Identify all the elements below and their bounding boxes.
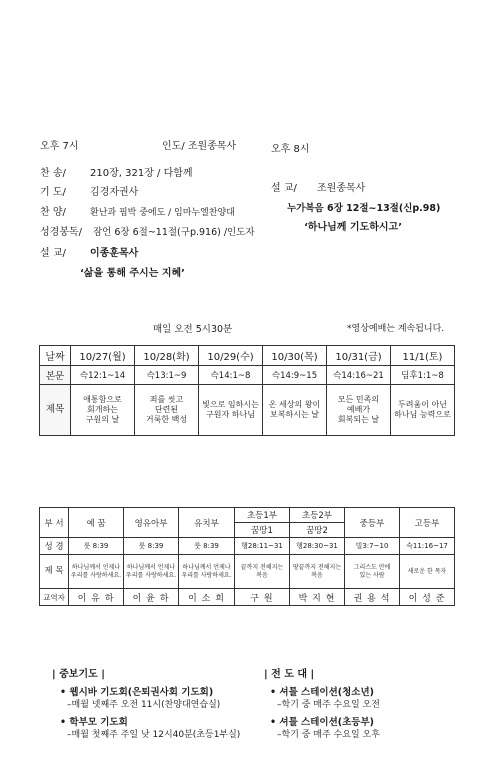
- dept-title-cell: [290, 555, 345, 589]
- dawn-title-line: 두려움이 아닌: [398, 400, 447, 409]
- dept-title-line: 우리를 사랑하세요.: [125, 571, 177, 579]
- dawn-passage-cell: 슥14:1~8: [199, 366, 263, 385]
- dept-header-cell: 예 꿈: [69, 508, 124, 538]
- dawn-title-line: 보복하시는 날: [270, 410, 319, 419]
- dept-title-line: 복음: [256, 571, 268, 579]
- dept-title-line: 우리를 사랑하세요.: [70, 571, 122, 579]
- prayer-item-title-text: 웹시바 기도회(은퇴권사회 기도회): [69, 687, 214, 698]
- praise-label: 찬 양/: [40, 207, 66, 218]
- dawn-passage-cell: 딤후1:1~8: [391, 366, 455, 385]
- dept-passage-cell: 룻 8:39: [69, 538, 124, 555]
- dept-title-cell: [235, 555, 290, 589]
- prayer-value: 김경자권사: [90, 187, 139, 198]
- evening8-preacher: 조원종목사: [317, 183, 366, 194]
- evening7-leader: 인도/ 조원종목사: [162, 141, 237, 152]
- evening7-time: 오후 7시: [40, 141, 79, 152]
- evangelism-section-title: | 전 도 대 |: [264, 669, 315, 680]
- dept-passage-cell: 행28:30~31: [290, 538, 345, 555]
- dept-title-line: 그리스도 안에: [353, 563, 391, 571]
- dawn-title-line: 모든 민족의: [337, 395, 380, 404]
- dept-header-cell: 중등부: [345, 508, 400, 538]
- dept-title-line: 있는 사람: [359, 571, 385, 579]
- dept-title-cell: [124, 555, 179, 589]
- sermon-label: 설 교/: [40, 248, 66, 259]
- sermon-preacher: 이종훈목사: [90, 248, 139, 259]
- dept-passage-cell: 빌3:7~10: [345, 538, 400, 555]
- prayer-item-detail: –매월 첫째주 주일 낮 12시40분(초등1부실): [67, 730, 241, 740]
- dept-passage-cell: 룻 8:39: [179, 538, 235, 555]
- dept-teacher-row: [40, 589, 455, 606]
- dept-teacher-cell: 이 성 준: [400, 589, 455, 606]
- evangelism-item-detail: –학기 중 매주 수요일 오후: [277, 730, 380, 740]
- dawn-title-label: 제목: [40, 385, 71, 436]
- evening7-sermon: [40, 244, 138, 259]
- dawn-header-row: [40, 346, 455, 366]
- dept-teacher-cell: 이 유 하: [69, 589, 124, 606]
- evening8-sermon-title: ‘하나님께 기도하시고’: [304, 222, 403, 233]
- dawn-title-line: 구원의 날: [85, 415, 120, 424]
- evening7-praise: [40, 203, 235, 218]
- dept-passage-cell: 슥11:16~17: [400, 538, 455, 555]
- dept-teacher-cell: 이 윤 하: [124, 589, 179, 606]
- dept-header-cell: 초등1부: [235, 508, 290, 523]
- dept-title-cell: [69, 555, 124, 589]
- dawn-header-cell: 10/29(수): [199, 346, 263, 366]
- dawn-title-line: 단련된: [154, 405, 179, 414]
- dawn-title-line: 예배가: [346, 405, 371, 414]
- dept-passage-row: [40, 538, 455, 555]
- dept-passage-cell: 행28:11~31: [235, 538, 290, 555]
- dawn-title-row: [40, 385, 455, 436]
- dept-passage-cell: 룻 8:39: [124, 538, 179, 555]
- dept-label: 부 서: [40, 508, 69, 538]
- evening7-prayer: [40, 183, 138, 198]
- evening7-sermon-title: ‘삶을 통해 주시는 지혜’: [80, 268, 185, 279]
- dawn-title-line: 온 세상의 왕이: [268, 400, 321, 409]
- dawn-passage-cell: 슥12:1~14: [71, 366, 135, 385]
- dawn-header-cell: 10/31(금): [327, 346, 391, 366]
- evangelism-item-title: • 셔틀 스테이션(초등부): [270, 717, 374, 728]
- evangelism-item-title: • 셔틀 스테이션(청소년): [270, 687, 374, 698]
- evening8-time: 오후 8시: [271, 144, 310, 155]
- dawn-passage-cell: 슥14:16~21: [327, 366, 391, 385]
- dept-title-line: 하나님께서 언제나: [71, 563, 121, 571]
- dawn-title-line: 회개하는: [87, 405, 118, 414]
- dawn-title-cell: [391, 385, 455, 436]
- dawn-title-line: 애통함으로: [83, 395, 122, 404]
- prayer-item-title: • 학부모 기도회: [60, 717, 128, 728]
- dawn-passage-cell: 슥13:1~9: [135, 366, 199, 385]
- dawn-title-cell: [327, 385, 391, 436]
- evangelism-item-title-text: 셔틀 스테이션(청소년): [279, 687, 374, 698]
- prayer-item-detail: –매월 넷째주 오전 11시(찬양대연습실): [67, 700, 221, 710]
- dawn-schedule-table: [39, 345, 455, 436]
- evangelism-item-title-text: 셔틀 스테이션(초등부): [279, 717, 374, 728]
- dept-title-cell: [345, 555, 400, 589]
- dawn-header-cell: 10/27(월): [71, 346, 135, 366]
- praise-value: 환난과 핍박 중에도 / 임마누엘찬양대: [90, 208, 235, 218]
- dept-teacher-cell: 이 소 희: [179, 589, 235, 606]
- dept-title-cell: [179, 555, 235, 589]
- dawn-header-cell: 10/28(화): [135, 346, 199, 366]
- evening8-sermon: [271, 179, 365, 194]
- dawn-time: 매일 오전 5시30분: [153, 324, 233, 335]
- dept-header-cell: 고등부: [400, 508, 455, 538]
- prayer-item-title: • 웹시바 기도회(은퇴권사회 기도회): [60, 687, 214, 698]
- dept-header-cell: 초등2부: [290, 508, 345, 523]
- evening7-hymn: [40, 164, 193, 179]
- dawn-passage-label: 본문: [40, 366, 71, 385]
- dawn-header-cell: 10/30(목): [263, 346, 327, 366]
- dept-passage-label: 성 경: [40, 538, 69, 555]
- dept-header-row: [40, 508, 455, 523]
- dawn-title-line: 죄를 씻고: [149, 395, 184, 404]
- dept-title-line: 끝까지 전해지는: [240, 563, 284, 571]
- dept-title-label: 제 목: [40, 555, 69, 589]
- dept-title-row: [40, 555, 455, 589]
- dept-title-line: 하나님께서 언제나: [126, 563, 176, 571]
- dept-title-line: 우리를 사랑하세요.: [181, 571, 232, 579]
- dept-teacher-label: 교역자: [40, 589, 69, 606]
- evening7-reading: [40, 223, 255, 238]
- prayer-label: 기 도/: [40, 187, 66, 198]
- dept-title-line: 새로운 한 목자: [407, 567, 447, 575]
- dawn-passage-cell: 슥14:9~15: [263, 366, 327, 385]
- dawn-title-line: 회복되는 날: [337, 415, 380, 424]
- dawn-passage-row: [40, 366, 455, 385]
- dept-header-cell: 유치부: [179, 508, 235, 538]
- department-table: [39, 507, 455, 606]
- evening8-reading: 누가복음 6장 12절~13절(신p.98): [287, 203, 441, 214]
- dept-title-line: 땅끝까지 전해지는: [292, 563, 342, 571]
- dept-title-line: 하나님께서 언제나: [182, 563, 231, 571]
- dept-header-cell: 영유아부: [124, 508, 179, 538]
- dawn-title-cell: [263, 385, 327, 436]
- dept-subheader-cell: 꿈땅1: [235, 523, 290, 538]
- dept-teacher-cell: 박 지 현: [290, 589, 345, 606]
- dawn-title-line: 거룩한 백성: [145, 415, 188, 424]
- dept-teacher-cell: 구 원: [235, 589, 290, 606]
- dept-teacher-cell: 권 용 석: [345, 589, 400, 606]
- reading-value: 잠언 6장 6절~11절(구p.916) /인도자: [93, 227, 255, 238]
- dawn-title-cell: [199, 385, 263, 436]
- dawn-note: *영상예배는 계속됩니다.: [347, 324, 445, 334]
- dawn-title-cell: [71, 385, 135, 436]
- dawn-title-line: 구원자 하나님: [206, 410, 255, 419]
- evangelism-item-detail: –학기 중 매주 수요일 오전: [277, 700, 380, 710]
- dawn-title-cell: [135, 385, 199, 436]
- hymn-value: 210장, 321장 / 다함께: [90, 168, 193, 179]
- reading-label: 성경봉독/: [40, 227, 83, 238]
- dept-subheader-cell: 꿈땅2: [290, 523, 345, 538]
- prayer-section-title: | 중보기도 |: [52, 669, 105, 680]
- prayer-item-title-text: 학부모 기도회: [69, 717, 128, 728]
- dept-title-line: 복음: [311, 571, 323, 579]
- dawn-title-line: 하나님 능력으로: [394, 410, 451, 419]
- dawn-title-line: 빛으로 임하시는: [202, 400, 259, 409]
- dawn-header-cell: 날짜: [40, 346, 71, 366]
- dept-title-cell: [400, 555, 455, 589]
- hymn-label: 찬 송/: [40, 168, 66, 179]
- dawn-header-cell: 11/1(토): [391, 346, 455, 366]
- evening8-sermon-label: 설 교/: [271, 183, 297, 194]
